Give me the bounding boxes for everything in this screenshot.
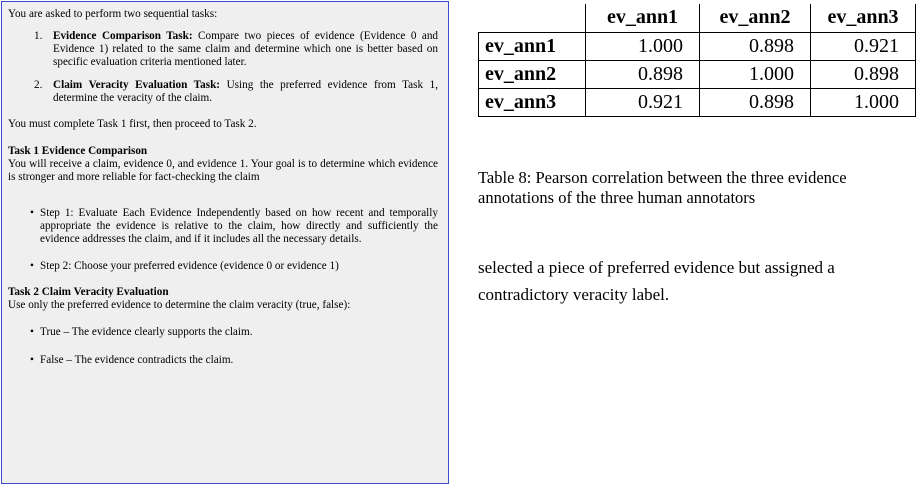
table-header-row — [479, 4, 916, 32]
table-cell: 0.898 — [811, 60, 916, 88]
table-cell: 1.000 — [586, 32, 700, 60]
order-instruction: You must complete Task 1 first, then proceed to Task 2. — [8, 118, 257, 130]
label-text: False – The evidence contradicts the claim. — [40, 354, 234, 366]
row-header: ev_ann3 — [479, 88, 586, 116]
task1-body: You will receive a claim, evidence 0, and evidence 1. Your goal is to determine which evidence is stronger and more reliable for fact-checking the claim — [8, 158, 438, 183]
bullet-icon: • — [30, 354, 34, 366]
task-number: 2. — [34, 79, 43, 91]
task2-body: Use only the preferred evidence to determine the claim veracity (true, false): — [8, 299, 351, 311]
task2-heading: Task 2 Claim Veracity Evaluation — [8, 286, 169, 298]
table-caption: Table 8: Pearson correlation between the three evidence annotations of the three human annotators — [478, 167, 847, 207]
column-header: ev_ann2 — [700, 4, 811, 32]
paper-body-text: selected a piece of preferred evidence but assigned a contradictory veracity label. — [478, 258, 835, 304]
list-item — [8, 354, 442, 367]
step-text: Step 2: Choose your preferred evidence (evidence 0 or evidence 1) — [40, 260, 339, 272]
table-row — [479, 60, 916, 88]
task-description: Using the preferred evidence from Task 1, determine the veracity of the claim. — [53, 79, 438, 104]
step-list — [8, 207, 442, 273]
table-cell: 1.000 — [811, 88, 916, 116]
table-cell: 0.898 — [700, 32, 811, 60]
table-cell: 0.898 — [586, 60, 700, 88]
table-cell: 0.898 — [700, 88, 811, 116]
row-header: ev_ann2 — [479, 60, 586, 88]
column-header: ev_ann1 — [586, 4, 700, 32]
corner-cell — [479, 4, 586, 32]
task-item-1 — [8, 30, 442, 69]
table-row — [479, 32, 916, 60]
correlation-table-wrap — [478, 4, 915, 117]
bullet-icon: • — [30, 326, 34, 338]
task-title: Claim Veracity Evaluation Task: — [53, 79, 221, 91]
task-list — [8, 30, 442, 105]
task-item-2 — [8, 79, 442, 105]
intro-text: You are asked to perform two sequential tasks: — [8, 8, 218, 20]
table-row — [479, 88, 916, 116]
correlation-table — [478, 4, 916, 117]
step-text: Step 1: Evaluate Each Evidence Independently based on how recent and temporally appropriate the evidence is relative to the claim, how directly and sufficiently the evidence addresses the claim, and if it includes all the necessary details. — [40, 207, 438, 245]
veracity-label-list — [8, 326, 442, 367]
column-header: ev_ann3 — [811, 4, 916, 32]
table-cell: 1.000 — [700, 60, 811, 88]
task-number: 1. — [34, 30, 43, 42]
list-item — [8, 207, 442, 246]
bullet-icon: • — [30, 207, 34, 219]
row-header: ev_ann1 — [479, 32, 586, 60]
table-cell: 0.921 — [811, 32, 916, 60]
list-item — [8, 326, 442, 339]
spacer — [8, 184, 442, 207]
table-cell: 0.921 — [586, 88, 700, 116]
bullet-icon: • — [30, 260, 34, 272]
task-title: Evidence Comparison Task: — [53, 30, 193, 42]
task-description: Compare two pieces of evidence (Evidence 0 and Evidence 1) related to the same claim and determine which one is better based on specific evaluation criteria mentioned later. — [53, 30, 439, 68]
annotation-instructions-box — [1, 1, 449, 484]
task1-heading: Task 1 Evidence Comparison — [8, 145, 148, 157]
label-text: True – The evidence clearly supports the claim. — [40, 326, 253, 338]
list-item — [8, 260, 442, 273]
